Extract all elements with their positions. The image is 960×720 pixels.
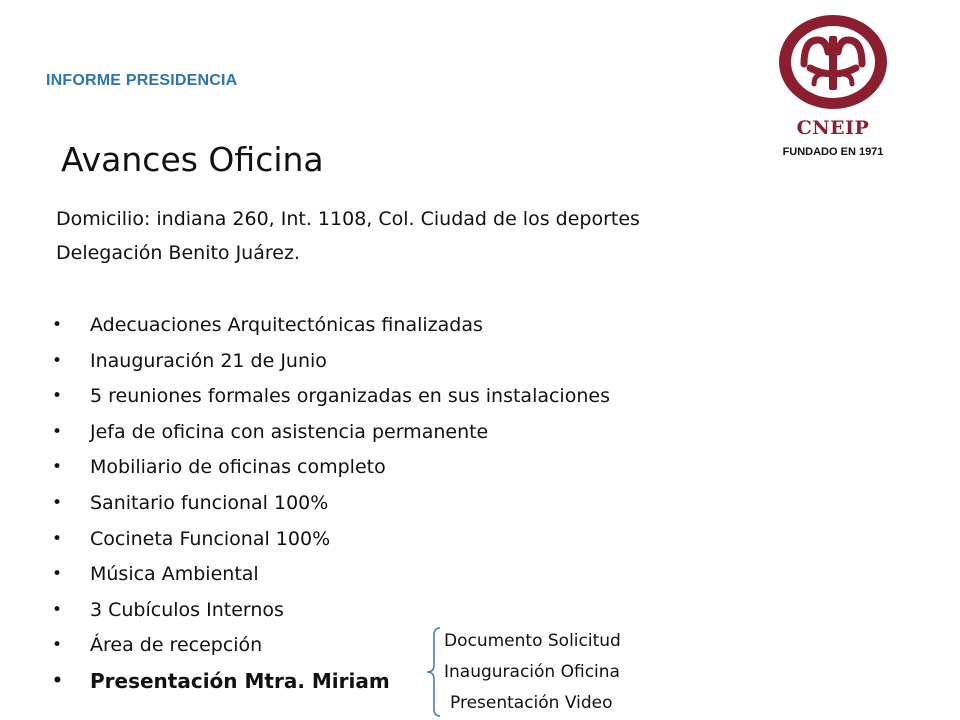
address-block (56, 202, 640, 270)
bullet-icon: • (52, 315, 63, 335)
list-item-text: Sanitario funcional 100% (90, 491, 329, 514)
bullet-icon: • (52, 670, 63, 691)
cneip-emblem-icon (774, 14, 892, 114)
side-list-item: Inauguración Oficina (444, 662, 620, 682)
bullet-icon: • (52, 350, 63, 371)
list-item (50, 379, 610, 415)
side-list (444, 626, 621, 719)
bullet-icon: • (52, 528, 63, 549)
list-item-text: Adecuaciones Arquitectónicas finalizadas (90, 314, 483, 336)
bullet-icon: • (52, 457, 63, 478)
logo (774, 14, 892, 162)
list-item (50, 450, 610, 486)
side-list-item: Presentación Video (450, 693, 613, 713)
list-item-text: Mobiliario de oficinas completo (90, 456, 386, 479)
list-item-text: 3 Cubículos Internos (90, 598, 284, 621)
list-item-text: Música Ambiental (90, 563, 259, 586)
list-item-text: Cocineta Funcional 100% (90, 527, 331, 550)
bullet-icon: • (52, 635, 63, 656)
list-item (50, 522, 610, 558)
list-item-text: 5 reuniones formales organizadas en sus instalaciones (90, 385, 610, 408)
list-item (50, 415, 610, 451)
bullet-icon: • (52, 386, 63, 407)
header-label: INFORME PRESIDENCIA (46, 72, 238, 89)
list-item (50, 308, 610, 344)
logo-name: CNEIP (796, 117, 870, 139)
list-item (50, 593, 610, 629)
list-item-text: Inauguración 21 de Junio (90, 349, 327, 372)
side-list-item: Documento Solicitud (444, 631, 621, 651)
logo-subtitle: FUNDADO EN 1971 (782, 146, 884, 158)
list-item (50, 486, 610, 522)
list-item-text: Jefa de oficina con asistencia permanente (90, 420, 489, 443)
list-item (50, 557, 610, 593)
bullet-icon: • (52, 421, 63, 442)
curly-brace-icon (426, 627, 442, 717)
list-item-text: Área de recepción (90, 634, 263, 657)
address-line: Domicilio: indiana 260, Int. 1108, Col. Ciudad de los deportes (56, 208, 640, 230)
address-line: Delegación Benito Juárez. (56, 242, 300, 264)
bullet-icon: • (52, 492, 63, 513)
bullet-icon: • (52, 564, 63, 585)
list-item (50, 344, 610, 380)
bullet-icon: • (52, 599, 63, 620)
list-item-text: Presentación Mtra. Miriam (90, 668, 390, 693)
slide-title: Avances Oficina (61, 140, 324, 179)
